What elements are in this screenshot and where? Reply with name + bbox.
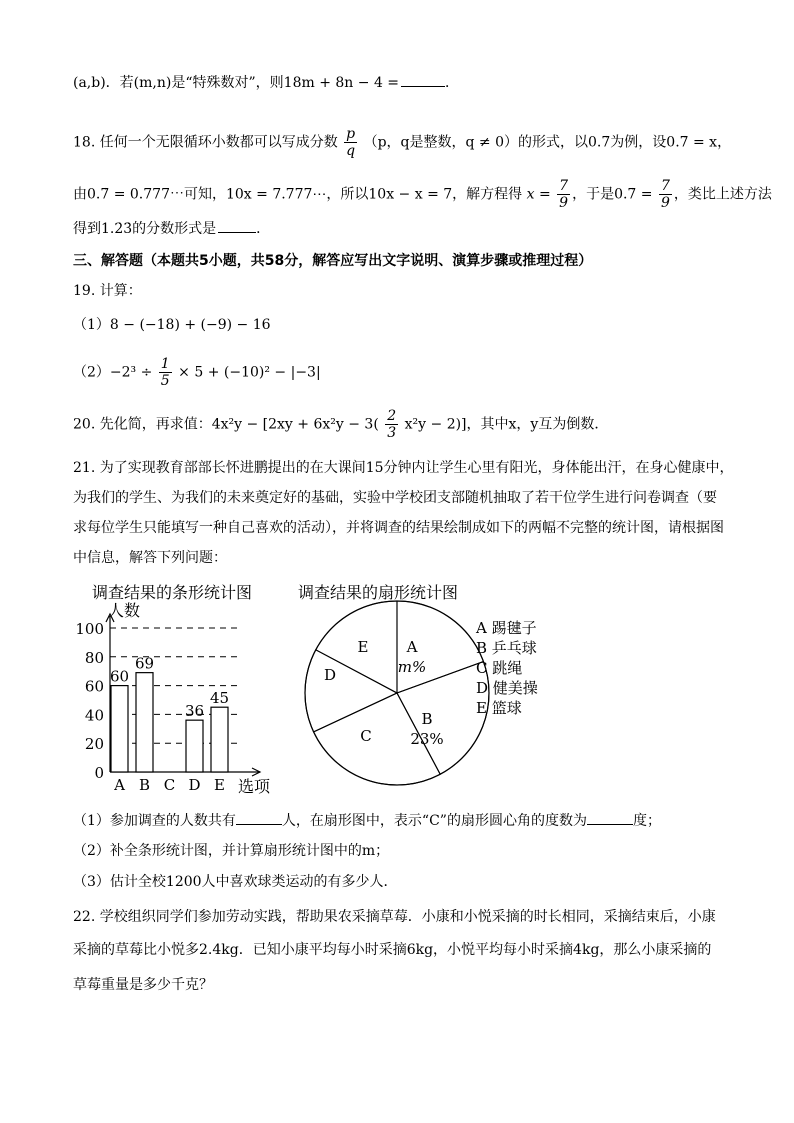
q19-frac-den: 5 [160, 373, 170, 389]
pie-label-E: E [357, 638, 369, 656]
q22-line3: 草莓重量是多少千克？ [73, 977, 213, 993]
q20-fraction [385, 408, 398, 441]
ytick-60: 60 [84, 677, 104, 696]
q18-b-num: 7 [559, 178, 569, 194]
legend-item-A: A 踢毽子 [476, 619, 537, 637]
q19-part2-b: × 5 + (−10)² − |−3| [178, 364, 321, 381]
q18-fraction-pq [344, 126, 357, 159]
legend-item-B: B 乒乓球 [476, 639, 537, 657]
q20-frac-den: 3 [387, 425, 397, 441]
q21-line4: 中信息，解答下列问题： [73, 550, 227, 566]
q19-part2 [73, 356, 321, 389]
bar-B [136, 673, 153, 772]
q18-line1 [73, 126, 731, 159]
q18-fraction-7-9-b [659, 178, 672, 211]
q18-b-den: 9 [559, 195, 569, 211]
q18-derivation: 由0.7̇ = 0.777⋯可知，10x = 7.777⋯，所以10x − x = 7，解方程得 [73, 186, 523, 203]
bar-label-D: 36 [184, 702, 205, 721]
q21-line1: 21. 为了实现教育部部长怀进鹏提出的在大课间15分钟内让学生心里有阳光，身体能出汗，在身心健康中， [73, 460, 734, 476]
bar-chart-xlabel: 选项 [238, 777, 271, 796]
q20-b: x²y − 2)]，其中x，y互为倒数． [404, 416, 609, 433]
pie-label-C: C [360, 727, 372, 745]
q21-sub2: （2）补全条形统计图，并计算扇形统计图中的m； [73, 843, 390, 859]
q18-fraction-7-9 [557, 178, 570, 211]
q21-sub3: （3）估计全校1200人中喜欢球类运动的有多少人． [73, 874, 398, 890]
q21-sub1-a: （1）参加调查的人数共有 [73, 813, 236, 829]
q18-intro-cont: （p，q是整数，q ≠ 0）的形式，以0.7̇为例，设0.7̇ = x， [363, 134, 732, 151]
bar-chart-title: 调查结果的条形统计图 [92, 583, 253, 602]
q18-line3: 得到1.2̇3̇的分数形式是 ． [73, 218, 270, 239]
pie-value-B: 23% [410, 730, 444, 748]
ytick-100: 100 [75, 620, 104, 638]
q19-part2-a: （2）−2³ ÷ [73, 364, 153, 381]
pie-chart-slices [305, 601, 489, 785]
pie-value-A: m% [397, 658, 427, 676]
q20-a: 20. 先化简，再求值：4x²y − [2xy + 6x²y − 3( [73, 416, 379, 433]
xtick-B: B [138, 776, 151, 794]
q18-line2 [73, 178, 772, 211]
section-3-heading: 三、解答题（本题共5小题，共58分，解答应写出文字说明、演算步骤或推理过程） [73, 253, 593, 269]
q18-x-eq: x = [526, 186, 551, 203]
bar-chart-axes [106, 614, 260, 776]
pie-label-D: D [323, 666, 337, 684]
bar-chart-ylabel: 人数 [108, 601, 141, 620]
xtick-D: D [188, 776, 201, 794]
q18-answer-blank[interactable] [218, 218, 256, 233]
xtick-C: C [163, 776, 176, 794]
bar-chart-yticks [75, 620, 104, 782]
q20 [73, 408, 608, 441]
q18-intro: 18. 任何一个无限循环小数都可以写成分数 [73, 134, 338, 151]
bar-E [211, 707, 228, 772]
pie-label-B: B [421, 710, 433, 728]
bar-chart [60, 578, 300, 800]
pie-chart-legend [475, 619, 538, 717]
legend-item-C: C 跳绳 [476, 659, 523, 677]
q18-ask: 得到1.2̇3̇的分数形式是 [73, 221, 217, 237]
bar-A [111, 686, 128, 772]
q22-line2: 采摘的草莓比小悦多2.4kg．已知小康平均每小时采摘6kg，小悦平均每小时采摘4kg，那么小康采摘的 [73, 942, 712, 958]
q18-so: ，于是 [572, 186, 615, 203]
bar-chart-bars [110, 655, 229, 772]
q21-line3: 求每位学生只能填写一种自己喜欢的活动），并将调查的结果绘制成如下的两幅不完整的统计图，请根据图 [73, 520, 724, 536]
q19-frac-num: 1 [160, 356, 170, 372]
q17-text: (a,b)．若(m,n)是“特殊数对”，则18m + 8n − 4 = [73, 75, 400, 91]
q21-sub1 [73, 810, 661, 831]
q19-part1: （1）8 − (−18) + (−9) − 16 [73, 317, 271, 333]
q18-b-num-2: 7 [660, 178, 670, 194]
bar-label-E: 45 [209, 689, 230, 708]
q18-frac-den: q [346, 143, 356, 159]
q19-title: 19. 计算： [73, 283, 142, 299]
q21-line2: 为我们的学生、为我们的未来奠定好的基础，实验中学校团支部随机抽取了若干位学生进行问卷调查（要 [73, 490, 717, 506]
q18-frac-num: p [346, 126, 356, 142]
legend-item-D: D 健美操 [476, 679, 538, 697]
bar-label-B: 69 [134, 654, 155, 673]
q18-repeat-eq: 0.7̇ = [614, 186, 653, 203]
q20-frac-num: 2 [387, 408, 397, 424]
bar-label-A: 60 [109, 667, 130, 686]
q21-sub1-blank2[interactable] [587, 810, 633, 825]
pie-chart-title: 调查结果的扇形统计图 [298, 583, 459, 602]
xtick-E: E [214, 776, 225, 794]
bar-chart-categories [113, 776, 225, 794]
ytick-40: 40 [84, 706, 104, 725]
ytick-20: 20 [84, 735, 104, 754]
pie-chart [290, 578, 570, 800]
q21-sub1-c: 度； [632, 813, 661, 829]
q18-analogy: ，类比上述方法 [673, 186, 772, 203]
q22-line1: 22. 学校组织同学们参加劳动实践，帮助果农采摘草莓．小康和小悦采摘的时长相同，采摘结束后，小康 [73, 909, 716, 925]
q17-tail: (a,b)．若(m,n)是“特殊数对”，则18m + 8n − 4 = ． [73, 72, 459, 93]
q17-answer-blank[interactable] [401, 72, 445, 87]
ytick-80: 80 [84, 648, 104, 667]
bar-D [186, 720, 203, 772]
q18-b-den-2: 9 [660, 195, 670, 211]
xtick-A: A [114, 776, 125, 794]
q19-fraction [159, 356, 172, 389]
ytick-0: 0 [94, 764, 104, 782]
pie-label-A: A [406, 638, 418, 656]
q21-sub1-b: 人，在扇形图中，表示“C”的扇形圆心角的度数为 [281, 813, 587, 829]
legend-item-E: E 篮球 [476, 699, 522, 717]
q21-sub1-blank1[interactable] [236, 810, 282, 825]
